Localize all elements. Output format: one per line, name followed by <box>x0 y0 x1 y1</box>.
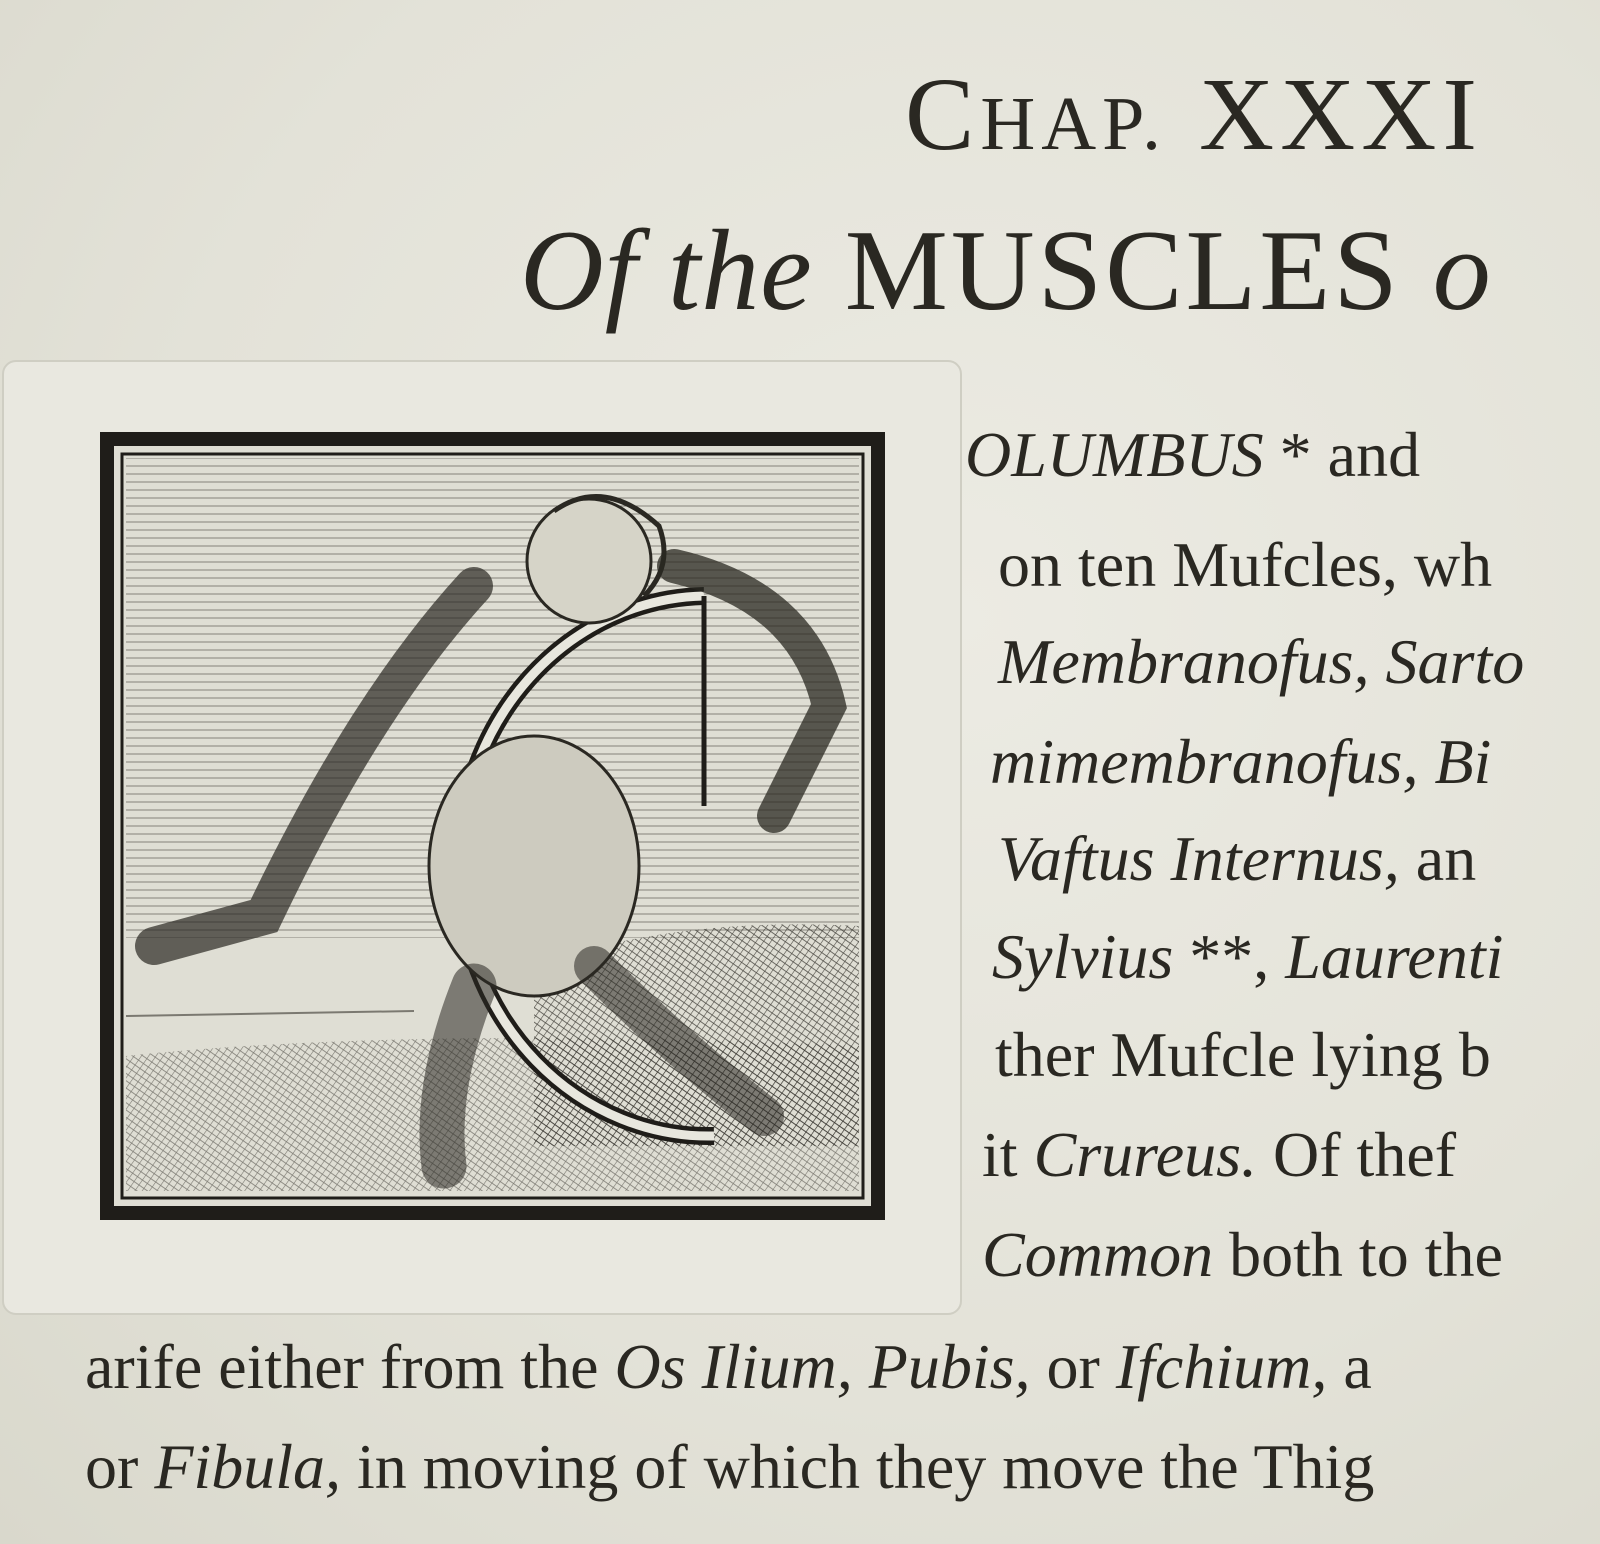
line-8-roman: it <box>982 1119 1034 1190</box>
body-line-11 <box>85 1430 1374 1504</box>
line-10-italic3: Ifchium, <box>1115 1331 1328 1402</box>
line-11-roman: or <box>85 1431 155 1502</box>
chapter-heading <box>905 55 1483 174</box>
line-11-italic: Fibula, <box>154 1431 341 1502</box>
body-line-10 <box>85 1330 1372 1404</box>
line-7-text: ther Mufcle lying b <box>995 1019 1491 1090</box>
body-line-8 <box>982 1118 1456 1192</box>
chapter-title <box>520 205 1492 338</box>
line-6-roman: **, <box>1173 921 1286 992</box>
title-tail: o <box>1432 207 1492 335</box>
line-11-roman2: in moving of which they move the Thig <box>340 1431 1375 1502</box>
body-line-9 <box>982 1218 1503 1292</box>
line-5-italic: Vaftus Internus, <box>998 823 1400 894</box>
line-6-italic: Sylvius <box>992 921 1174 992</box>
engraving-art <box>114 446 871 1206</box>
chapter-smallcaps: HAP. <box>980 82 1167 166</box>
title-caps: MUSCLES <box>844 207 1401 335</box>
engraved-initial <box>100 432 885 1220</box>
word-olumbus: OLUMBUS <box>965 419 1264 490</box>
line-10-italic: Os Ilium, <box>614 1331 853 1402</box>
body-line-1 <box>965 418 1420 492</box>
line-2-text: on ten Mufcles, wh <box>998 529 1493 600</box>
line-9-italic: Common <box>982 1219 1214 1290</box>
line-10-italic2: Pubis, <box>868 1331 1031 1402</box>
body-line-7 <box>995 1018 1491 1092</box>
line-10-roman4: a <box>1327 1331 1372 1402</box>
line-6-italic2: Laurenti <box>1285 921 1504 992</box>
title-italic: Of the <box>520 207 813 335</box>
body-line-2 <box>998 528 1492 602</box>
chapter-initial: C <box>905 57 981 172</box>
chapter-number: XXXI <box>1199 57 1483 172</box>
line-4-text: mimembranofus, Bi <box>990 726 1492 797</box>
line-8-roman2: Of thef <box>1257 1119 1457 1190</box>
line-5-roman: an <box>1399 823 1477 894</box>
line-8-italic: Crureus. <box>1033 1119 1257 1190</box>
line-10-roman: arife either from the <box>85 1331 615 1402</box>
line-10-roman2 <box>853 1331 869 1402</box>
body-line-5 <box>998 822 1476 896</box>
line-9-roman: both to the <box>1213 1219 1503 1290</box>
body-line-3 <box>998 625 1524 699</box>
body-line-6 <box>992 920 1503 994</box>
body-line-4 <box>990 725 1491 799</box>
line-1-rest: * and <box>1263 419 1421 490</box>
line-10-roman3: or <box>1030 1331 1116 1402</box>
line-3-text: Membranofus, Sarto <box>998 626 1525 697</box>
